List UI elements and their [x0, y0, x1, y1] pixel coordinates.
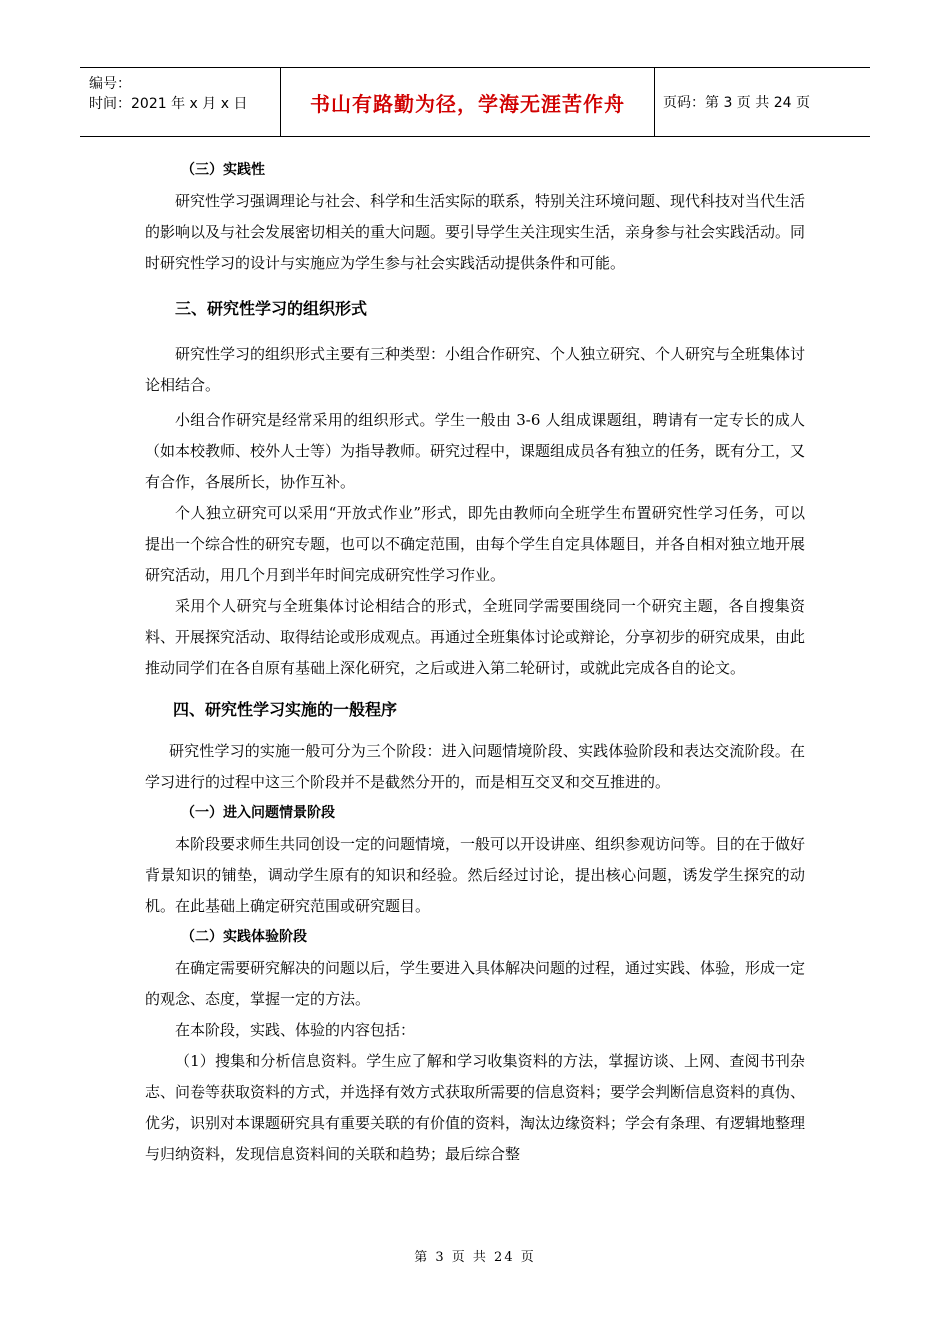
paragraph: 在本阶段，实践、体验的内容包括：: [175, 1021, 416, 1039]
section-title: 三、研究性学习的组织形式: [175, 299, 368, 318]
header-motto-cell: [280, 68, 655, 136]
serial-label: 编号：: [89, 76, 131, 92]
subsection-title: （二）实践体验阶段: [181, 929, 307, 945]
paragraph: 采用个人研究与全班集体讨论相结合的形式，全班同学需要围绕同一个研究主题，各自搜集资料、开展探究活动、取得结论或形成观点。再通过全班集体讨论或辩论，分享初步的研究成果，由此推动同学们在各自原有基础上深化研究，之后或进入第二轮研讨，或就此完成各自的论文。: [145, 597, 806, 677]
header-page-cell: [655, 68, 870, 136]
header-table: [80, 67, 870, 137]
paragraph: 研究性学习强调理论与社会、科学和生活实际的联系，特别关注环境问题、现代科技对当代生活的影响以及与社会发展密切相关的重大问题。要引导学生关注现实生活，亲身参与社会实践活动。同时研究性学习的设计与实施应为学生参与社会实践活动提供条件和可能。: [145, 192, 806, 272]
paragraph: 个人独立研究可以采用“开放式作业”形式，即先由教师向全班学生布置研究性学习任务，可以提出一个综合性的研究专题，也可以不确定范围，由每个学生自定具体题目，并各自相对独立地开展研究活动，用几个月到半年时间完成研究性学习作业。: [145, 504, 806, 584]
paragraph: 在确定需要研究解决的问题以后，学生要进入具体解决问题的过程，通过实践、体验，形成一定的观念、态度，掌握一定的方法。: [145, 959, 806, 1008]
header-left-cell: [80, 68, 280, 136]
motto-text: 书山有路勤为径，学海无涯苦作舟: [310, 91, 625, 116]
paragraph: 研究性学习的组织形式主要有三种类型：小组合作研究、个人独立研究、个人研究与全班集体讨论相结合。: [145, 345, 806, 394]
paragraph: 小组合作研究是经常采用的组织形式。学生一般由 3-6 人组成课题组，聘请有一定专长的成人（如本校教师、校外人士等）为指导教师。研究过程中，课题组成员各有独立的任务，既有分工，又有合作，各展所长，协作互补。: [145, 411, 806, 491]
subsection-title: （三）实践性: [181, 162, 265, 178]
document-body: [145, 155, 805, 1170]
paragraph: 研究性学习的实施一般可分为三个阶段：进入问题情境阶段、实践体验阶段和表达交流阶段。在学习进行的过程中这三个阶段并不是截然分开的，而是相互交叉和交互推进的。: [145, 742, 805, 791]
page-label: 页码：第 3 页 共 24 页: [663, 95, 810, 111]
section-title: 四、研究性学习实施的一般程序: [173, 700, 398, 719]
paragraph: （1）搜集和分析信息资料。学生应了解和学习收集资料的方法，掌握访谈、上网、查阅书刊杂志、问卷等获取资料的方式，并选择有效方式获取所需要的信息资料；要学会判断信息资料的真伪、优劣，识别对本课题研究具有重要关联的有价值的资料，淘汰边缘资料；学会有条理、有逻辑地整理与归纳资料，发现信息资料间的关联和趋势；最后综合整: [145, 1052, 806, 1163]
date-label: 时间：2021 年 x 月 x 日: [89, 96, 248, 112]
subsection-title: （一）进入问题情景阶段: [181, 805, 335, 821]
page-footer: 第 3 页 共 24 页: [414, 1250, 536, 1265]
paragraph: 本阶段要求师生共同创设一定的问题情境，一般可以开设讲座、组织参观访问等。目的在于做好背景知识的铺垫，调动学生原有的知识和经验。然后经过讨论，提出核心问题，诱发学生探究的动机。在此基础上确定研究范围或研究题目。: [145, 835, 806, 915]
